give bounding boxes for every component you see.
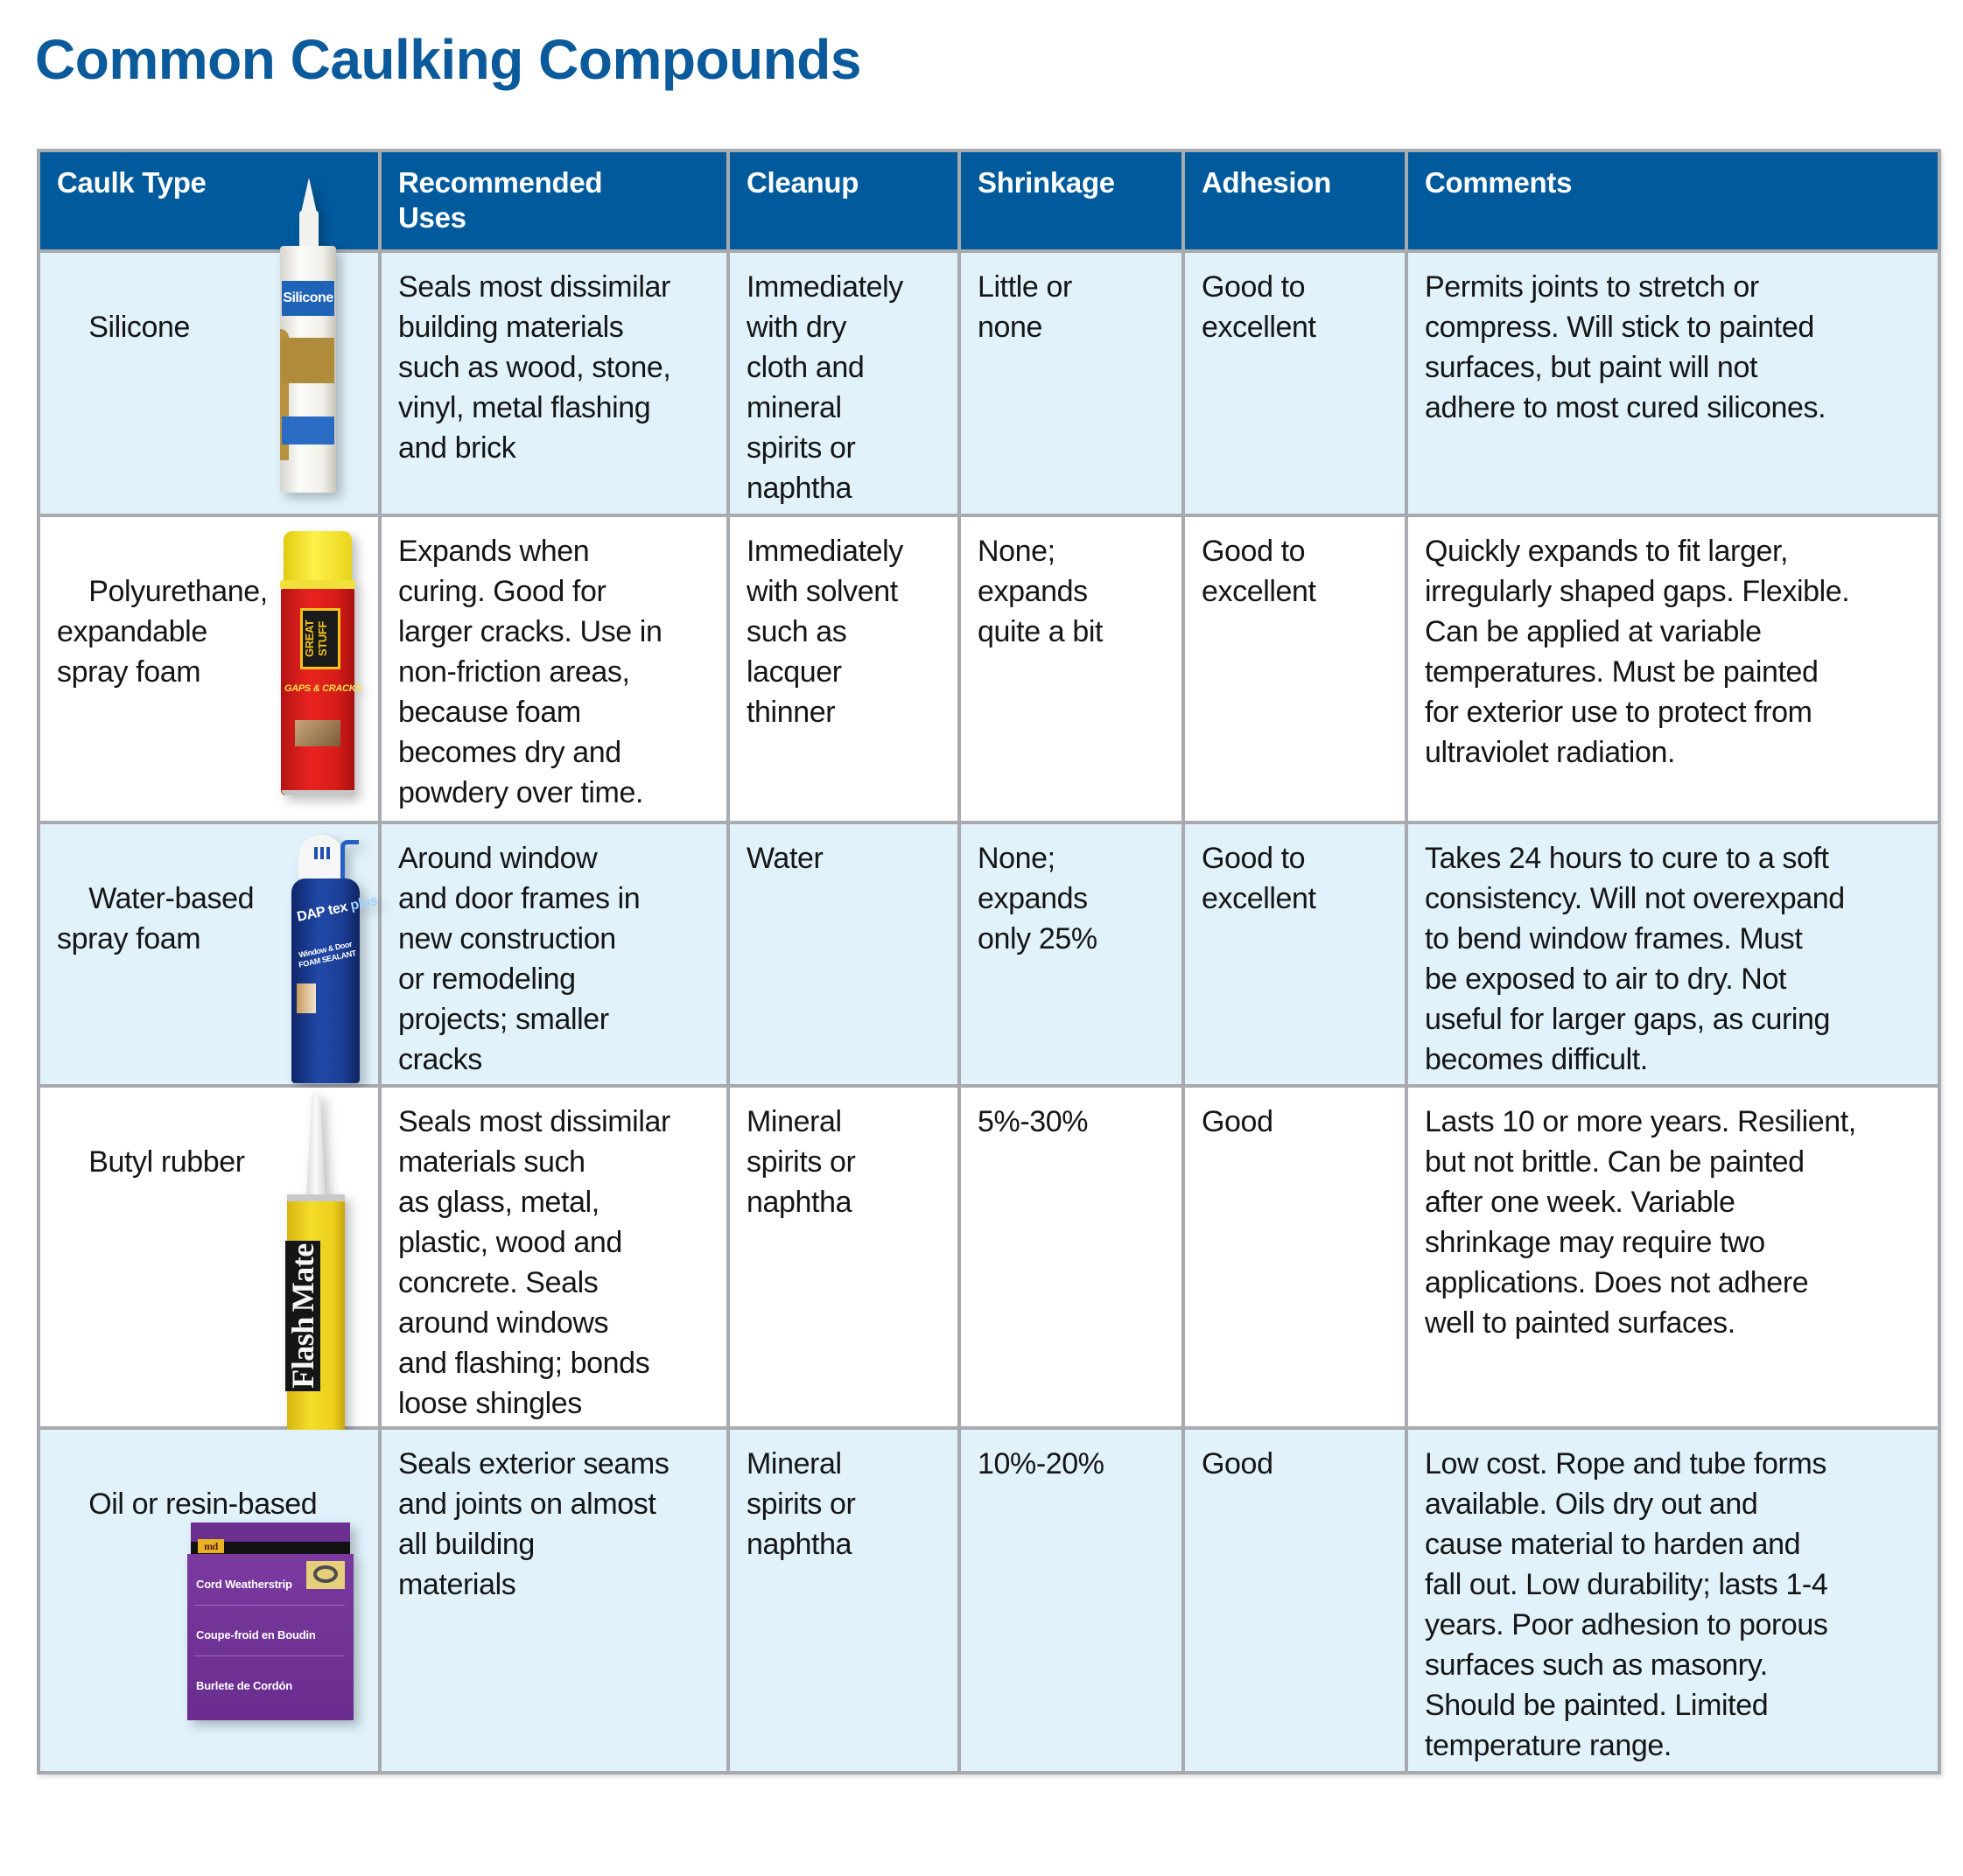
flashmate-label-text-1: Flash — [285, 1314, 320, 1391]
cell-adhesion: Good to excellent — [1185, 824, 1405, 1084]
cell-comments: Low cost. Rope and tube forms available. Oils dry out and cause material to harden and fall out. Low durability; lasts 1-4 years. Poor adhesion to porous surfaces such as masonry. Should be painted. Limited temperature range. — [1408, 1430, 1938, 1771]
flashmate-caulk-tube-image — [287, 1093, 347, 1434]
cell-recommended-uses: Seals exterior seams and joints on almost all building materials — [382, 1430, 726, 1771]
header-comments: Comments — [1408, 152, 1938, 249]
cell-comments: Lasts 10 or more years. Resilient, but not brittle. Can be painted after one week. Variable shrinkage may require two applications. Does not adhere well to painted surfaces. — [1408, 1088, 1938, 1426]
weatherstrip-es-text: Burlete de Cordón — [196, 1679, 292, 1692]
cell-adhesion: Good to excellent — [1185, 253, 1405, 514]
cell-caulk-type — [40, 1088, 378, 1426]
header-shrinkage: Shrinkage — [961, 152, 1181, 249]
cord-weatherstrip-box-image — [191, 1522, 352, 1720]
caulk-type-label: Water-based spray foam — [57, 882, 255, 956]
cell-adhesion: Good — [1185, 1088, 1405, 1426]
caulk-type-label: Oil or resin-based — [88, 1488, 318, 1521]
header-caulk-type: Caulk Type — [40, 152, 378, 249]
cell-cleanup: Mineral spirits or naphtha — [730, 1088, 957, 1426]
dap-tex-plus-foam-can-image — [291, 835, 379, 1085]
cell-caulk-type — [40, 517, 378, 821]
weatherstrip-fr-text: Coupe-froid en Boudin — [196, 1628, 316, 1642]
cell-cleanup: Mineral spirits or naphtha — [730, 1430, 957, 1771]
cell-caulk-type — [40, 1430, 378, 1771]
header-cleanup: Cleanup — [730, 152, 957, 249]
cell-recommended-uses: Seals most dissimilar building materials such as wood, stone, vinyl, metal flashing and brick — [382, 253, 726, 514]
cell-recommended-uses: Around window and door frames in new construction or remodeling projects; smaller cracks — [382, 824, 726, 1084]
caulk-type-label: Butyl rubber — [88, 1145, 245, 1179]
cell-cleanup: Water — [730, 824, 957, 1084]
weatherstrip-en-text: Cord Weatherstrip — [196, 1578, 292, 1591]
cell-recommended-uses: Seals most dissimilar materials such as glass, metal, plastic, wood and concrete. Seals around windows and flashing; bonds loose shingles — [382, 1088, 726, 1426]
great-stuff-foam-can-image — [280, 531, 362, 799]
cell-cleanup: Immediately with solvent such as lacquer thinner — [730, 517, 957, 821]
cell-adhesion: Good to excellent — [1185, 517, 1405, 821]
caulk-type-label: Silicone — [88, 311, 191, 344]
caulk-type-label: Polyurethane, expandable spray foam — [57, 575, 268, 689]
cell-comments: Takes 24 hours to cure to a soft consistency. Will not overexpand to bend window frames. Must be exposed to air to dry. Not useful for larger gaps, as curing becomes difficult. — [1408, 824, 1938, 1084]
dap-product-text: tex — [326, 900, 349, 919]
cell-shrinkage: None; expands only 25% — [961, 824, 1181, 1084]
cell-comments: Quickly expands to fit larger, irregularly shaped gaps. Flexible. Can be applied at variable temperatures. Must be painted for exterior use to protect from ultraviolet radiation. — [1408, 517, 1938, 821]
cell-shrinkage: 10%-20% — [961, 1430, 1181, 1771]
caulking-table — [37, 149, 1941, 1774]
flashmate-label-text-2: Mate — [285, 1241, 320, 1314]
dap-product-text-2: plus — [348, 892, 379, 914]
cell-caulk-type — [40, 824, 378, 1084]
header-adhesion: Adhesion — [1185, 152, 1405, 249]
dap-sub-text: Window & Door FOAM SEALANT — [298, 939, 357, 970]
cell-cleanup: Immediately with dry cloth and mineral spirits or naphtha — [730, 253, 957, 514]
cell-shrinkage: 5%-30% — [961, 1088, 1181, 1426]
md-logo-text: md — [198, 1539, 224, 1553]
great-stuff-logo-text: GREAT STUFF — [300, 608, 340, 669]
dap-brand-text: DAP — [295, 904, 326, 925]
cell-recommended-uses: Expands when curing. Good for larger cracks. Use in non-friction areas, because foam becomes dry and powdery over time. — [382, 517, 726, 821]
great-stuff-sub-text: GAPS & CRACKS — [284, 683, 362, 694]
page-title: Common Caulking Compounds — [35, 28, 861, 91]
cell-caulk-type — [40, 253, 378, 514]
cell-shrinkage: None; expands quite a bit — [961, 517, 1181, 821]
silicone-label-text: Silicone — [282, 281, 334, 316]
cell-comments: Permits joints to stretch or compress. Will stick to painted surfaces, but paint will not adhere to most cured silicones. — [1408, 253, 1938, 514]
header-recommended-uses: Recommended Uses — [382, 152, 726, 249]
cell-shrinkage: Little or none — [961, 253, 1181, 514]
silicone-caulk-tube-image — [280, 178, 338, 494]
cell-adhesion: Good — [1185, 1430, 1405, 1771]
